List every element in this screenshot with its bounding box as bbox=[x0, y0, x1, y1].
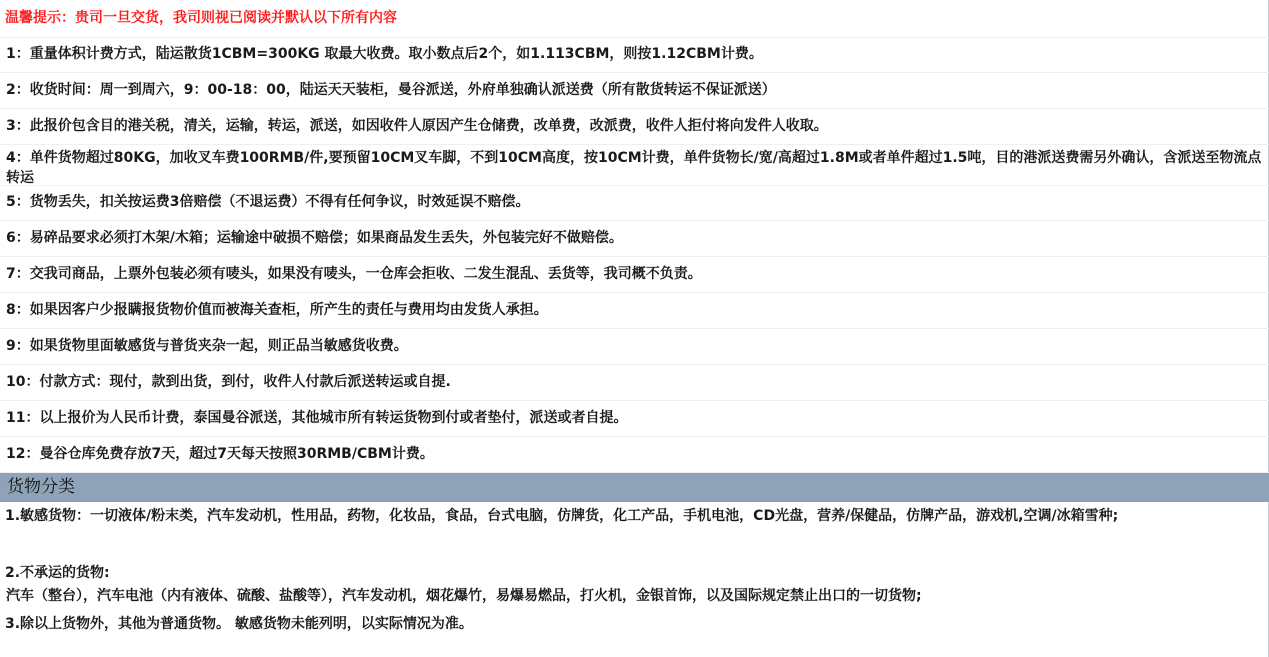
term-text: 6：易碎品要求必须打木架/木箱；运输途中破损不赔偿；如果商品发生丢失，外包装完好不做赔偿。 bbox=[6, 230, 623, 246]
section-header-cargo-classification bbox=[0, 473, 1269, 502]
term-row-11 bbox=[0, 401, 1269, 437]
term-row-7 bbox=[0, 257, 1269, 293]
category-general bbox=[0, 613, 1269, 635]
term-row-10 bbox=[0, 365, 1269, 401]
category-sensitive-text: 1.敏感货物：一切液体/粉末类，汽车发动机，性用品，药物，化妆品，食品，台式电脑，仿牌货，化工产品，手机电池，CD光盘，营养/保健品，仿牌产品，游戏机,空调/冰箱雪种; bbox=[5, 508, 1119, 524]
term-text: 9：如果货物里面敏感货与普货夹杂一起，则正品当敏感货收费。 bbox=[6, 338, 408, 354]
term-text: 4：单件货物超过80KG，加收叉车费100RMB/件,要预留10CM叉车脚，不到10CM高度，按10CM计费，单件货物长/宽/高超过1.8M或者单件超过1.5吨，目的港派送费需另外确认，含派送至物流点转运 bbox=[6, 150, 1262, 186]
term-row-2 bbox=[0, 73, 1269, 109]
term-text: 5：货物丢失，扣关按运费3倍赔偿（不退运费）不得有任何争议，时效延误不赔偿。 bbox=[6, 194, 530, 210]
term-row-1 bbox=[0, 37, 1269, 73]
notice-row bbox=[0, 0, 1269, 38]
term-text: 10：付款方式：现付，款到出货，到付，收件人付款后派送转运或自提. bbox=[6, 374, 451, 390]
term-text: 7：交我司商品，上票外包装必须有唛头，如果没有唛头，一仓库会拒收、二发生混乱、丢货等，我司概不负责。 bbox=[6, 266, 702, 282]
category-prohibited-items-text: 汽车（整台），汽车电池（内有液体、硫酸、盐酸等），汽车发动机，烟花爆竹，易爆易燃品，打火机，金银首饰，以及国际规定禁止出口的一切货物; bbox=[6, 588, 922, 604]
term-row-12 bbox=[0, 437, 1269, 473]
term-text: 3：此报价包含目的港关税，清关，运输，转运，派送，如因收件人原因产生仓储费，改单费，改派费，收件人拒付将向发件人收取。 bbox=[6, 118, 828, 134]
term-row-9 bbox=[0, 329, 1269, 365]
category-prohibited-title-text: 2.不承运的货物: bbox=[5, 565, 110, 581]
term-text: 1：重量体积计费方式，陆运散货1CBM=300KG 取最大收费。取小数点后2个，如1.113CBM，则按1.12CBM计费。 bbox=[6, 46, 763, 62]
category-sensitive bbox=[0, 505, 1269, 527]
category-prohibited-title bbox=[0, 562, 1269, 584]
term-row-3 bbox=[0, 109, 1269, 145]
category-prohibited-items bbox=[0, 585, 1269, 607]
term-text: 8：如果因客户少报瞒报货物价值而被海关查柜，所产生的责任与费用均由发货人承担。 bbox=[6, 302, 548, 318]
term-text: 11：以上报价为人民币计费，泰国曼谷派送，其他城市所有转运货物到付或者垫付，派送或者自提。 bbox=[6, 410, 628, 426]
category-general-text: 3.除以上货物外，其他为普通货物。 敏感货物未能列明，以实际情况为准。 bbox=[5, 616, 473, 632]
term-row-5 bbox=[0, 185, 1269, 221]
notice-text: 温馨提示：贵司一旦交货，我司则视已阅读并默认以下所有内容 bbox=[5, 10, 397, 26]
term-row-8 bbox=[0, 293, 1269, 329]
term-text: 12：曼谷仓库免费存放7天，超过7天每天按照30RMB/CBM计费。 bbox=[6, 446, 434, 462]
term-row-4 bbox=[0, 145, 1269, 186]
term-text: 2：收货时间：周一到周六，9：00-18：00，陆运天天装柜，曼谷派送，外府单独确认派送费（所有散货转运不保证派送） bbox=[6, 82, 776, 98]
section-title: 货物分类 bbox=[7, 477, 75, 497]
term-row-6 bbox=[0, 221, 1269, 257]
